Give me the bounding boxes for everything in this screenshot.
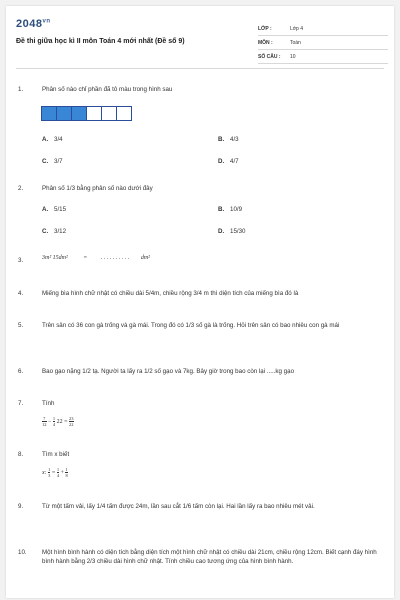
question-number: 5.: [18, 322, 24, 329]
option-value: 3/12: [54, 228, 67, 235]
option-letter: A.: [42, 206, 49, 213]
math-left: 3m² 15dm²: [42, 255, 68, 261]
question-text: Tìm x biết: [42, 451, 70, 458]
option-c[interactable]: [42, 228, 66, 235]
question-number: 3.: [18, 257, 24, 264]
variable-x: x:: [42, 469, 47, 476]
option-value: 4/7: [230, 158, 239, 165]
question-number: 2.: [18, 185, 24, 192]
option-d[interactable]: [218, 158, 239, 165]
option-a[interactable]: [42, 206, 66, 213]
option-letter: D.: [218, 158, 225, 165]
meta-label: SỐ CÂU :: [258, 53, 281, 60]
fraction: [65, 467, 67, 478]
answer-blank[interactable]: . . . . . . . . . .: [100, 255, 130, 261]
question-number: 8.: [18, 451, 24, 458]
numerator: 1: [56, 467, 60, 472]
solve-expression: [42, 467, 68, 478]
minus-sign: −: [48, 418, 52, 425]
header: [16, 18, 386, 66]
meta-value: Toán: [290, 39, 301, 46]
math-unit: dm²: [140, 255, 150, 261]
option-b[interactable]: [218, 206, 242, 213]
numerator: 1: [48, 467, 51, 472]
numerator: 1: [52, 416, 56, 421]
math-middle: 22 =: [56, 418, 68, 425]
denominator: 22: [69, 422, 74, 427]
denominator: 12: [42, 422, 47, 427]
shaded-box: [56, 106, 72, 121]
meta-label: LỚP :: [258, 25, 272, 32]
option-letter: A.: [42, 136, 49, 143]
empty-box: [86, 106, 102, 121]
denominator: 4: [52, 422, 56, 427]
option-letter: D.: [218, 228, 225, 235]
meta-value: 10: [290, 53, 296, 60]
logo-text: 2048: [16, 18, 43, 30]
shaded-box: [41, 106, 57, 121]
equals-sign: =: [51, 469, 56, 476]
option-letter: B.: [218, 136, 225, 143]
page-title: Đề thi giữa học kì II môn Toán 4 mới nhất (Đề số 9): [16, 38, 185, 45]
question-number: 9.: [18, 503, 24, 510]
meta-row-count: [258, 50, 388, 64]
empty-box: [116, 106, 132, 121]
option-value: 10/9: [230, 206, 243, 213]
option-a[interactable]: [42, 136, 63, 143]
question-number: 6.: [18, 368, 24, 375]
question-number: 4.: [18, 290, 24, 297]
denominator: 8: [65, 473, 68, 478]
empty-box: [101, 106, 117, 121]
fraction: [53, 416, 55, 427]
option-b[interactable]: [218, 136, 239, 143]
option-letter: C.: [42, 228, 49, 235]
question-text: Miếng bìa hình chữ nhật có chiều dài 5/4m, chiều rộng 3/4 m thì diện tích của miếng bìa đó là: [42, 290, 299, 297]
option-d[interactable]: [218, 228, 245, 235]
meta-row-subject: [258, 36, 388, 50]
question-text: Từ một tấm vải, lấy 1/4 tấm được 24m, lần sau cắt 1/6 tấm còn lại. Hai lần lấy ra bao nhiêu mét vải.: [42, 503, 315, 510]
option-value: 3/4: [54, 136, 63, 143]
meta-label: MÔN :: [258, 39, 273, 46]
option-value: 4/3: [230, 136, 239, 143]
question-text: Tính: [42, 400, 55, 407]
meta-row-class: [258, 22, 388, 36]
math-equals: =: [83, 255, 88, 261]
shaded-box: [71, 106, 87, 121]
option-letter: C.: [42, 158, 49, 165]
question-text: Bao gạo nặng 1/2 tạ. Người ta lấy ra 1/2 số gạo và 7kg. Bây giờ trong bao còn lại .....kg gạo: [42, 368, 295, 375]
option-value: 15/30: [230, 228, 246, 235]
plus-sign: +: [60, 469, 64, 476]
question-number: 1.: [18, 86, 24, 93]
fraction: [48, 467, 50, 478]
question-text: Một hình bình hành có diện tích bằng diện tích một hình chữ nhật có chiều dài 21cm, chiều rộng 12cm. Biết cạnh đáy hình bình hành bằng 2/3 chiều dài hình chữ nhật. Tính chiều cao tương ứng của hình bình hành.: [42, 549, 377, 565]
denominator: 3: [48, 473, 51, 478]
meta-value: Lớp 4: [290, 25, 304, 32]
meta-info: [258, 22, 388, 64]
header-divider: [16, 68, 384, 69]
numerator: 1: [65, 467, 68, 472]
fraction: [42, 416, 47, 427]
numerator: 23: [69, 416, 74, 421]
question-number: 10.: [18, 549, 27, 556]
question-text: Phân số nào chỉ phần đã tô màu trong hình sau: [42, 86, 173, 93]
document-page: [6, 6, 394, 598]
shaded-boxes-figure: [42, 106, 132, 121]
fraction: [57, 467, 59, 478]
calc-expression: [42, 416, 74, 427]
option-c[interactable]: [42, 158, 63, 165]
option-letter: B.: [218, 206, 225, 213]
question-text: Trên sân có 36 con gà trống và gà mái. Trong đó có 1/3 số gà là trống. Hỏi trên sân có bao nhiêu con gà mái: [42, 322, 340, 329]
conversion-expression: [42, 255, 150, 261]
site-logo[interactable]: [16, 18, 51, 30]
option-value: 3/7: [54, 158, 63, 165]
logo-suffix: vn: [42, 18, 51, 25]
question-number: 7.: [18, 400, 24, 407]
question-text: Phân số 1/3 bằng phân số nào dưới đây: [42, 185, 153, 192]
option-value: 5/15: [54, 206, 67, 213]
numerator: 7: [43, 416, 46, 421]
denominator: 4: [56, 473, 60, 478]
fraction: [69, 416, 74, 427]
